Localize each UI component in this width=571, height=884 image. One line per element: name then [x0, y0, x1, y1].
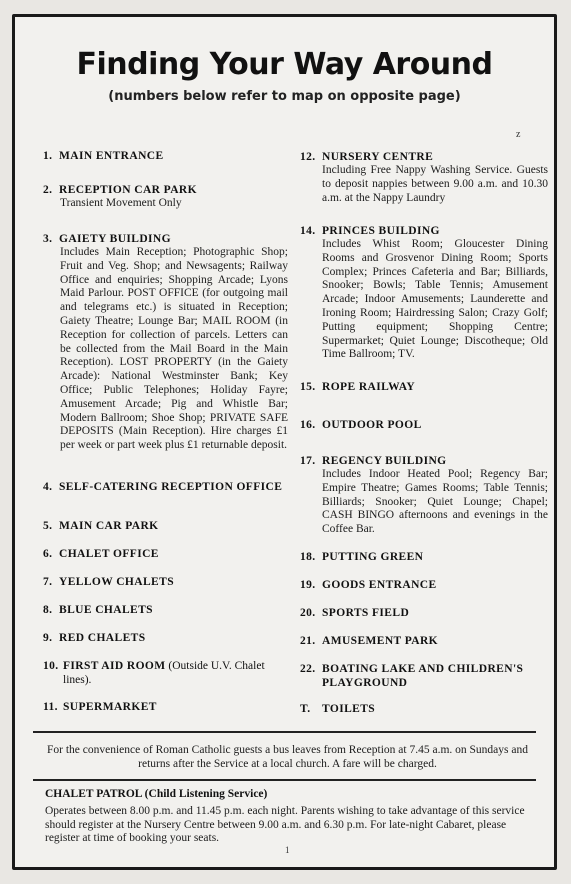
item-name: RED CHALETS [59, 632, 146, 644]
page-title: Finding Your Way Around [76, 47, 493, 82]
item-name: BOATING LAKE AND CHILDREN'S PLAYGROUND [322, 663, 524, 689]
item-name: PUTTING GREEN [322, 551, 424, 563]
item-number: 16. [300, 419, 316, 431]
margin-mark: z [516, 129, 521, 140]
item-number: 6. [43, 548, 53, 560]
page-subtitle: (numbers below refer to map on opposite page) [108, 89, 461, 104]
list-item [300, 380, 548, 394]
chalet-patrol-text: Operates between 8.00 p.m. and 11.45 p.m. each night. Parents wishing to take advantage of this service should register at the Nursery Centre between 9.00 a.m. and 6.30 p.m. For late-night Cabaret, please register at time of booking your seats. [45, 805, 525, 844]
item-name: NURSERY CENTRE [322, 151, 434, 163]
item-number: 5. [43, 520, 53, 532]
list-item [300, 418, 548, 432]
item-number: 19. [300, 579, 316, 591]
list-item [300, 454, 548, 537]
item-name: GAIETY BUILDING [59, 233, 171, 245]
list-item [300, 606, 548, 620]
item-number: 15. [300, 381, 316, 393]
list-item [43, 232, 288, 453]
item-number: 4. [43, 481, 53, 493]
item-name: CHALET OFFICE [59, 548, 159, 560]
item-number: 22. [300, 663, 316, 675]
item-description: Including Free Nappy Washing Service. Guests to deposit nappies between 9.00 a.m. and 10.30 a.m. at the Nappy Laundry [322, 164, 548, 204]
item-name: TOILETS [322, 703, 376, 715]
list-item [300, 550, 548, 564]
item-name: OUTDOOR POOL [322, 419, 422, 431]
list-item [43, 575, 288, 589]
item-name: GOODS ENTRANCE [322, 579, 437, 591]
item-number: 21. [300, 635, 316, 647]
list-item [300, 578, 548, 592]
list-item [43, 659, 288, 687]
item-number: T. [300, 703, 311, 715]
item-number: 3. [43, 233, 53, 245]
list-item [43, 519, 288, 533]
item-name: BLUE CHALETS [59, 604, 153, 616]
item-number: 18. [300, 551, 316, 563]
guide-page [12, 14, 557, 870]
list-item [300, 702, 548, 716]
list-item [43, 149, 288, 163]
item-number: 14. [300, 225, 316, 237]
item-name: RECEPTION CAR PARK [59, 184, 197, 196]
divider [33, 779, 536, 781]
item-name: SUPERMARKET [63, 701, 157, 713]
item-description: Transient Movement Only [60, 197, 182, 209]
item-name: ROPE RAILWAY [322, 381, 416, 393]
item-description: Includes Main Reception; Photographic Shop; Fruit and Veg. Shop; and Newsagents; Railway Office and enquiries; Shopping Arcade; Lyons Maid Parlour. POST OFFICE (for outgoing mail and telegrams etc.) is situated in Reception; Gaiety Theatre; Lounge Bar; MAIL ROOM (in Reception for collection of parcels. Letters can be collected from the Mail Board in the Main Reception). LOST PROPERTY (in the Gaiety Arcade): National Westminster Bank; Key Office; Public Telephones; Holiday Fayre; Amusement Arcade; Pig and Whistle Bar; Modern Ballroom; Shoe Shop; PRIVATE SAFE DEPOSITS (Main Reception). Hire charges £1 per week or part week plus £1 returnable deposit. [60, 246, 288, 452]
item-name: MAIN ENTRANCE [59, 150, 164, 162]
divider [33, 731, 536, 733]
item-number: 8. [43, 604, 53, 616]
item-name: PRINCES BUILDING [322, 225, 440, 237]
item-number: 11. [43, 701, 58, 713]
item-name: FIRST AID ROOM [63, 660, 166, 672]
item-number: 1. [43, 150, 53, 162]
list-item [300, 634, 548, 648]
item-name: SPORTS FIELD [322, 607, 410, 619]
item-name: YELLOW CHALETS [59, 576, 174, 588]
item-name: MAIN CAR PARK [59, 520, 159, 532]
list-item [43, 603, 288, 617]
list-item [43, 700, 288, 714]
item-number: 9. [43, 632, 53, 644]
item-number: 10. [43, 660, 59, 672]
item-note: (Outside U.V. Chalet lines). [63, 660, 265, 686]
list-item [43, 183, 288, 211]
list-item [43, 631, 288, 645]
item-name: AMUSEMENT PARK [322, 635, 439, 647]
chalet-patrol-title: CHALET PATROL (Child Listening Service) [45, 788, 268, 800]
item-number: 2. [43, 184, 53, 196]
list-item [300, 224, 548, 362]
item-number: 12. [300, 151, 316, 163]
item-description: Includes Whist Room; Gloucester Dining Rooms and Grosvenor Dining Room; Sports Complex; Princes Cafeteria and Bar; Billiards, Snooker; Bowls; Table Tennis; Amusement Arcade; Indoor Amusements; Launderette and Ironing Room; Hairdressing Salon; Crazy Golf; Putting equipment; Shopping Centre; Supermarket; Quiet Lounge; Discotheque; Old Time Ballroom; TV. [322, 238, 548, 361]
item-name: REGENCY BUILDING [322, 455, 447, 467]
list-item [300, 662, 548, 690]
item-description: Includes Indoor Heated Pool; Regency Bar; Empire Theatre; Games Rooms; Table Tennis; Billiards; Snooker; Quiet Lounge; Chapel; CASH BINGO afternoons and evenings in the Coffee Bar. [322, 468, 548, 536]
item-number: 17. [300, 455, 316, 467]
list-item [43, 480, 288, 494]
list-item [300, 150, 548, 205]
page-number: 1 [285, 845, 290, 855]
item-name: SELF-CATERING RECEPTION OFFICE [59, 481, 283, 493]
item-number: 20. [300, 607, 316, 619]
list-item [43, 547, 288, 561]
catholic-bus-note: For the convenience of Roman Catholic guests a bus leaves from Reception at 7.45 a.m. on Sundays and returns after the Service at a local church. A fare will be charged. [47, 744, 528, 770]
item-number: 7. [43, 576, 53, 588]
